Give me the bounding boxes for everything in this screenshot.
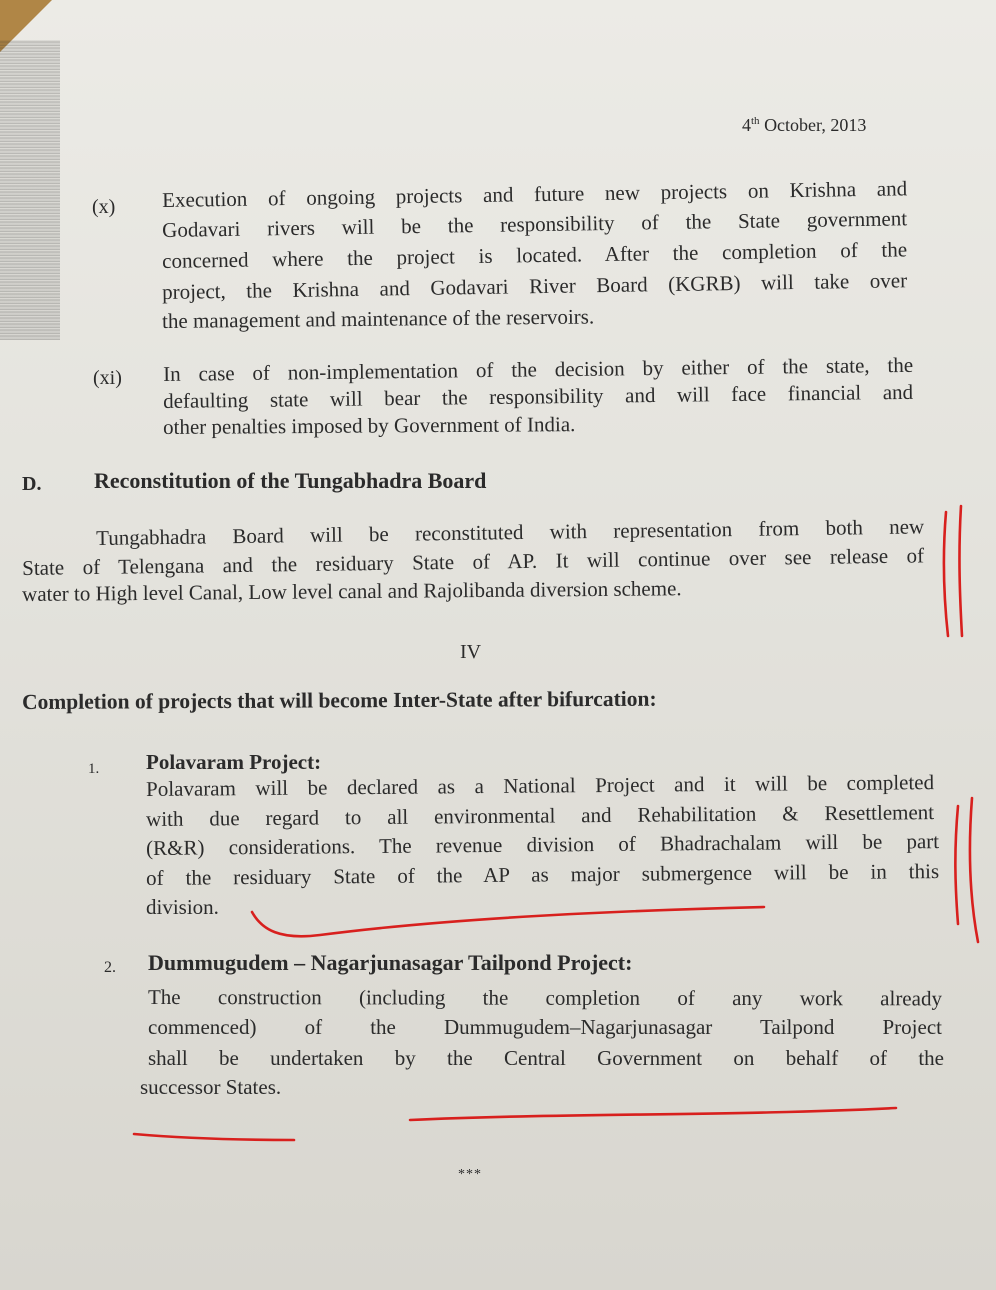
project-2-number: 2. [104,959,116,976]
section-d-line-2: State of Telengana and the residuary State of AP. It will continue over see release of [22,543,925,580]
underline-division [252,907,764,936]
item-x-line-1: Execution of ongoing projects and future new projects on Krishna and [162,176,908,212]
item-x-label: (x) [92,196,116,218]
project-2-line-3: shall be undertaken by the Central Government on behalf of the [148,1046,944,1070]
underline-successor-right [410,1108,896,1120]
document-date: 4th October, 2013 [742,115,867,135]
project-1-line-4: of the residuary State of the AP as major submergence will be in this [146,859,940,890]
project-2-line-4: successor States. [140,1075,282,1099]
section-d-line-3: water to High level Canal, Low level canal and Rajolibanda diversion scheme. [21,576,682,606]
item-xi-line-2: defaulting state will bear the responsibility and will face financial and [163,379,914,413]
item-xi-line-3: other penalties imposed by Government of India. [162,412,576,439]
project-2-line-2: commenced) of the Dummugudem–Nagarjunasagar Tailpond Project [148,1015,942,1039]
margin-line-project-1-left [955,806,958,924]
project-1-line-3: (R&R) considerations. The revenue division of Bhadrachalam will be part [146,829,940,860]
part-iv-heading: Completion of projects that will become Inter-State after bifurcation: [21,686,657,714]
project-1-line-2: with due regard to all environmental and Rehabilitation & Resettlement [146,800,935,831]
item-xi-label: (xi) [93,367,122,389]
underline-successor-left [134,1134,294,1140]
project-1-line-5: division. [146,895,219,919]
margin-line-section-d-left [944,512,948,636]
section-d-title: Reconstitution of the Tungabhadra Board [94,468,487,493]
end-mark: *** [458,1167,482,1182]
item-x-line-4: project, the Krishna and Godavari River Board (KGRB) will take over [162,268,908,304]
part-numeral: IV [460,641,482,663]
project-2-line-1: The construction (including the completion of any work already [147,985,942,1011]
project-1-line-1: Polavaram will be declared as a National Project and it will be completed [146,770,935,801]
project-2-title: Dummugudem – Nagarjunasagar Tailpond Project: [148,950,633,975]
project-1-number: 1. [88,761,100,777]
margin-line-project-1-right [970,798,978,942]
item-x-line-5: the management and maintenance of the reservoirs. [161,304,595,333]
section-d-letter: D. [22,473,42,495]
item-x-line-3: concerned where the project is located. After the completion of the [162,237,908,273]
project-1-title: Polavaram Project: [146,750,322,774]
scan-artifact [0,40,60,340]
item-xi-line-1: In case of non-implementation of the decision by either of the state, the [163,352,914,386]
section-d-line-1: Tungabhadra Board will be reconstituted with representation from both new [96,514,925,550]
item-x-line-2: Godavari rivers will be the responsibility of the State government [162,206,908,242]
margin-line-section-d-right [959,506,962,636]
